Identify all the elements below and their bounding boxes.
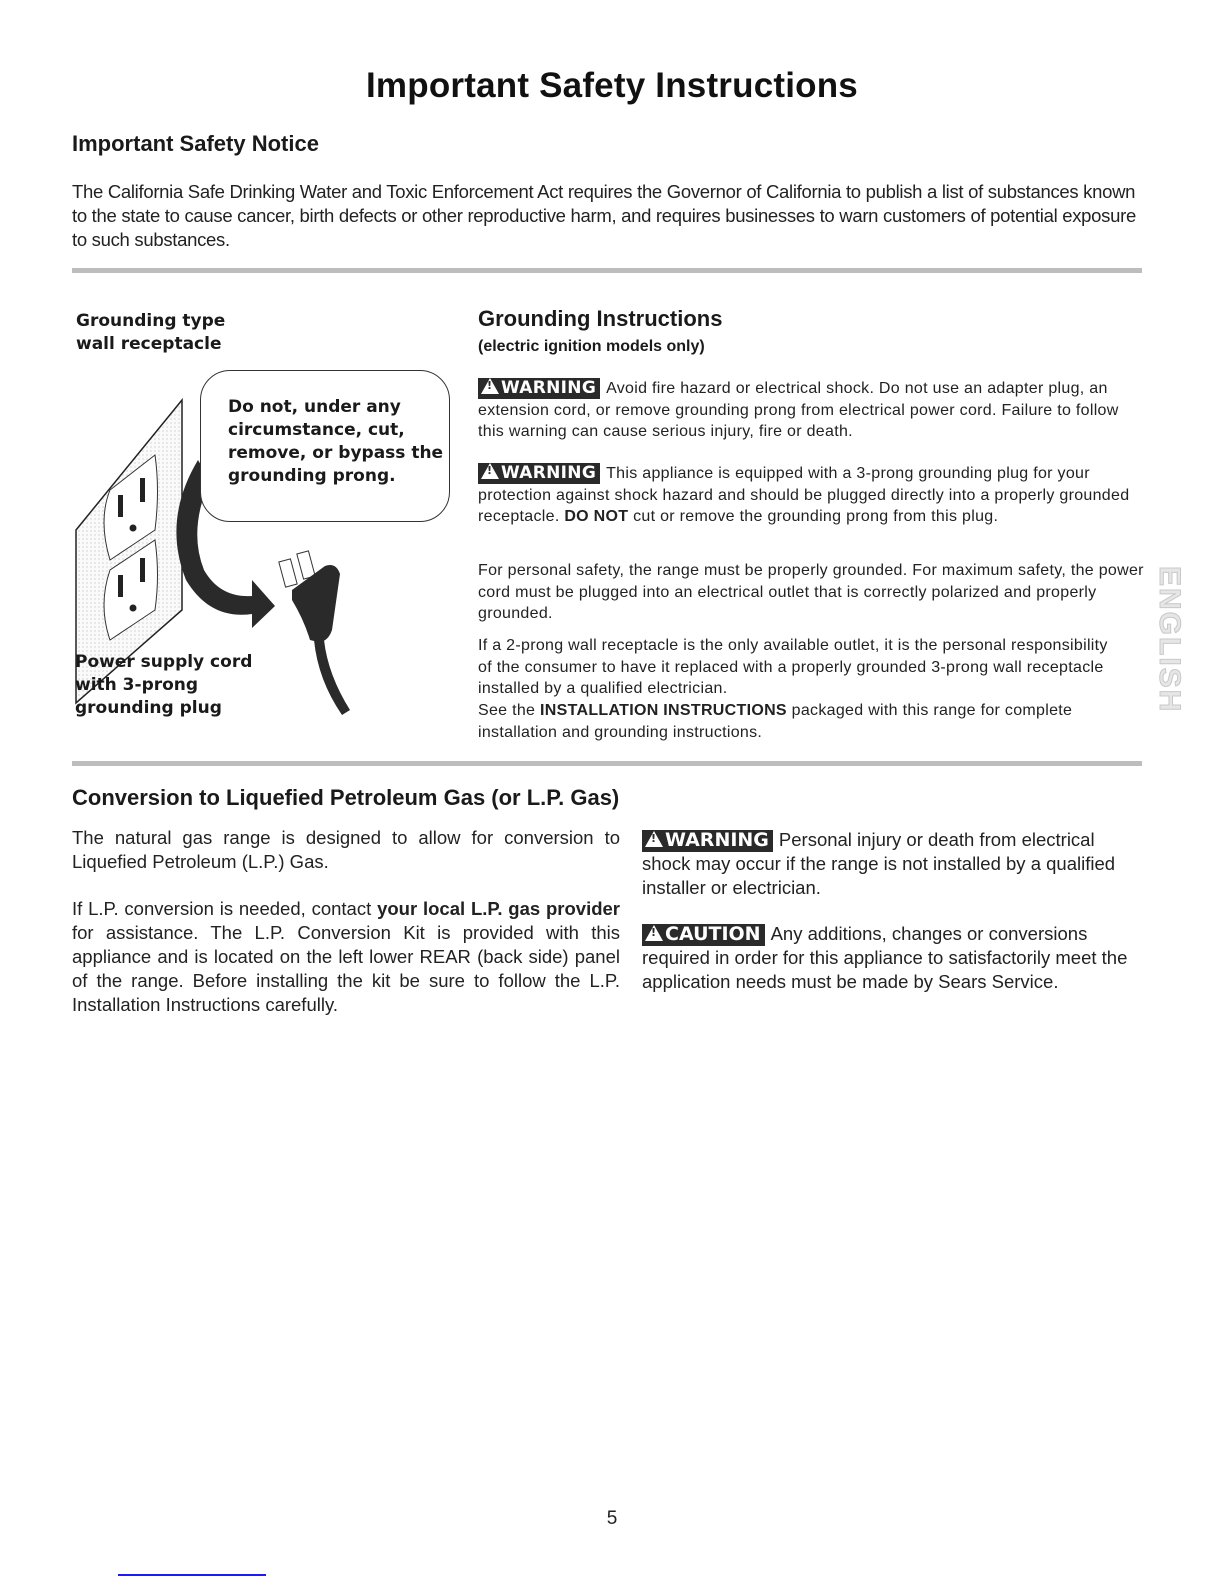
side-tab-label: ENGLISH [1153, 566, 1186, 714]
warning-emphasis: DO NOT [564, 508, 629, 525]
conversion-warning [642, 828, 1132, 900]
alert-triangle-icon [645, 831, 663, 847]
warning-text: Avoid fire hazard or electrical shock. Do not use an adapter plug, an extension cord, or remove grounding prong from electrical power cord. Failure to follow this warning can cause serious injury, fire or death. [478, 380, 1119, 440]
conversion-caution [642, 922, 1132, 994]
caution-text: Any additions, changes or conversions required in order for this appliance to satisfactorily meet the application needs must be made by Sears Service. [642, 923, 1128, 992]
warning-badge [478, 378, 600, 399]
alert-triangle-icon [645, 925, 663, 941]
page-number: 5 [606, 1508, 618, 1529]
grounding-warning-2 [478, 463, 1146, 528]
para-text: packaged with this range for complete installation and grounding instructions. [478, 702, 1073, 741]
cord-icon [314, 640, 350, 715]
notice-text: The California Safe Drinking Water and Toxic Enforcement Act requires the Governor of California to publish a list of substances known to the state to cause cancer, birth defects or other reproductive harm, and requires businesses to warn customers of potential exposure to such substances. [72, 181, 1136, 250]
grounding-warning-1 [478, 378, 1146, 443]
grounding-para-3 [478, 700, 1146, 743]
para-text: See the [478, 702, 536, 719]
grounding-subheading: (electric ignition models only) [478, 338, 705, 355]
warning-badge [478, 463, 600, 484]
illustration-label-top [76, 310, 225, 356]
plug-icon [292, 565, 340, 642]
label-line: with 3-prong [75, 675, 199, 695]
divider [72, 761, 1142, 766]
page-title: Important Safety Instructions [366, 66, 858, 105]
badge-label: WARNING [501, 378, 597, 398]
grounding-heading: Grounding Instructions [478, 306, 723, 331]
badge-label: CAUTION [665, 923, 761, 945]
callout-text: Do not, under any circumstance, cut, remove, or bypass the grounding prong. [228, 397, 444, 486]
conversion-para-2 [72, 897, 620, 1017]
badge-label: WARNING [501, 463, 597, 483]
conversion-para-1: The natural gas range is designed to allow for conversion to Liquefied Petroleum (L.P.) Gas. [72, 827, 620, 872]
divider [72, 268, 1142, 273]
illustration-label-bottom [75, 651, 252, 720]
label-line: wall receptacle [76, 334, 222, 354]
para-emphasis: INSTALLATION INSTRUCTIONS [540, 702, 787, 719]
label-line: Power supply cord [75, 652, 253, 672]
badge-label: WARNING [665, 829, 769, 851]
footer-link-underline[interactable] [118, 1574, 266, 1576]
para-text: for assistance. The L.P. Conversion Kit is provided with this appliance and is located on the left lower REAR (back side) panel of the range. Before installing the kit be sure to follow the L.P. Installation Instructions carefully. [72, 922, 620, 1015]
label-line: grounding plug [75, 698, 222, 718]
grounding-para-2: If a 2-prong wall receptacle is the only available outlet, it is the personal responsibility of the consumer to have it replaced with a properly grounded 3-prong wall receptacle installed by a qualified electrician. [478, 637, 1108, 697]
label-line: Grounding type [76, 311, 226, 331]
caution-badge [642, 924, 765, 946]
para-emphasis: your local L.P. gas provider [377, 898, 621, 919]
alert-triangle-icon [481, 378, 499, 394]
notice-heading: Important Safety Notice [72, 131, 319, 156]
warning-text: Personal injury or death from electrical shock may occur if the range is not installed by a qualified installer or electrician. [642, 829, 1116, 898]
conversion-heading: Conversion to Liquefied Petroleum Gas (or L.P. Gas) [72, 785, 620, 810]
grounding-para-1: For personal safety, the range must be properly grounded. For maximum safety, the power cord must be plugged into an electrical outlet that is correctly polarized and properly grounded. [478, 562, 1144, 622]
warning-text: cut or remove the grounding prong from this plug. [633, 508, 999, 525]
warning-badge [642, 830, 773, 852]
alert-triangle-icon [481, 463, 499, 479]
warning-text: This appliance is equipped with a 3-prong grounding plug for your protection against shock hazard and should be plugged directly into a properly grounded receptacle. [478, 465, 1130, 525]
para-text: If L.P. conversion is needed, contact [72, 898, 372, 919]
language-side-tab [1152, 566, 1192, 716]
